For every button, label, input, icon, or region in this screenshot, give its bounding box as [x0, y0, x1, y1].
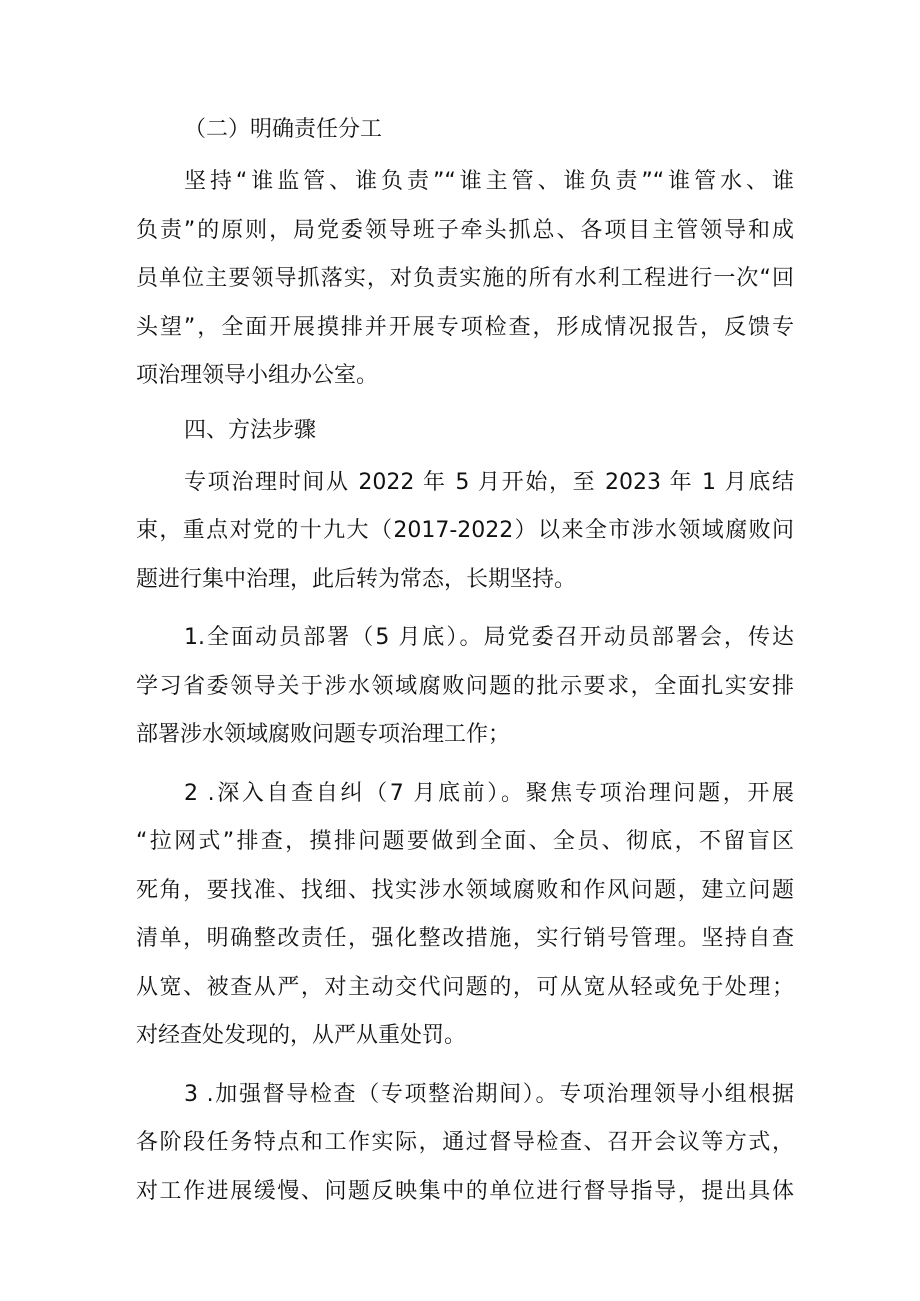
text-line: “拉网式”排查，摸排问题要做到全面、全员、彻底，不留盲区 [136, 829, 794, 854]
heading-responsibility: （二）明确责任分工 [184, 117, 383, 142]
text-line: 题进行集中治理，此后转为常态，长期坚持。 [136, 566, 577, 592]
text-line: 学习省委领导关于涉水领域腐败问题的批示要求，全面扎实安排 [136, 673, 794, 699]
para-timeline [136, 459, 794, 605]
text-line: 头望”，全面开展摸排并开展专项检查，形成情况报告，反馈专 [136, 314, 794, 340]
para-step-1 [136, 614, 794, 760]
text-line: 对工作进展缓慢、问题反映集中的单位进行督导指导，提出具体 [136, 1178, 794, 1204]
para-responsibility [136, 158, 794, 401]
text-line: 坚持“谁监管、谁负责”“谁主管、谁负责”“谁管水、谁 [184, 169, 794, 194]
text-line: 各阶段任务特点和工作实际，通过督导检查、召开会议等方式， [136, 1130, 794, 1155]
text-line: 1.全面动员部署（5 月底）。局党委召开动员部署会，传达 [184, 625, 794, 650]
text-line: 2 .深入自查自纠（7 月底前）。聚焦专项治理问题，开展 [184, 780, 794, 806]
heading-methods: 四、方法步骤 [184, 417, 317, 443]
text-line: 部署涉水领域腐败问题专项治理工作； [136, 722, 511, 747]
document-body [136, 110, 794, 1216]
text-line: 束，重点对党的十九大（2017-2022）以来全市涉水领域腐败问 [136, 518, 794, 543]
text-line: 负责”的原则，局党委领导班子牵头抓总、各项目主管领导和成 [136, 217, 794, 243]
para-step-3 [136, 1071, 794, 1217]
text-line: 清单，明确整改责任，强化整改措施，实行销号管理。坚持自查 [136, 926, 794, 951]
text-line: 项治理领导小组办公室。 [136, 363, 379, 388]
text-line: 对经查处发现的，从严从重处罚。 [136, 1023, 467, 1048]
text-line: 员单位主要领导抓落实，对负责实施的所有水利工程进行一次“回 [136, 266, 794, 291]
text-line: 死角，要找准、找细、找实涉水领域腐败和作风问题，建立问题 [136, 877, 794, 903]
text-line: 从宽、被查从严，对主动交代问题的，可从宽从轻或免于处理； [136, 974, 794, 1000]
text-line: 3 .加强督导检查（专项整治期间）。专项治理领导小组根据 [184, 1081, 794, 1107]
para-step-2 [136, 770, 794, 1061]
text-line: 专项治理时间从 2022 年 5 月开始，至 2023 年 1 月底结 [184, 469, 794, 495]
